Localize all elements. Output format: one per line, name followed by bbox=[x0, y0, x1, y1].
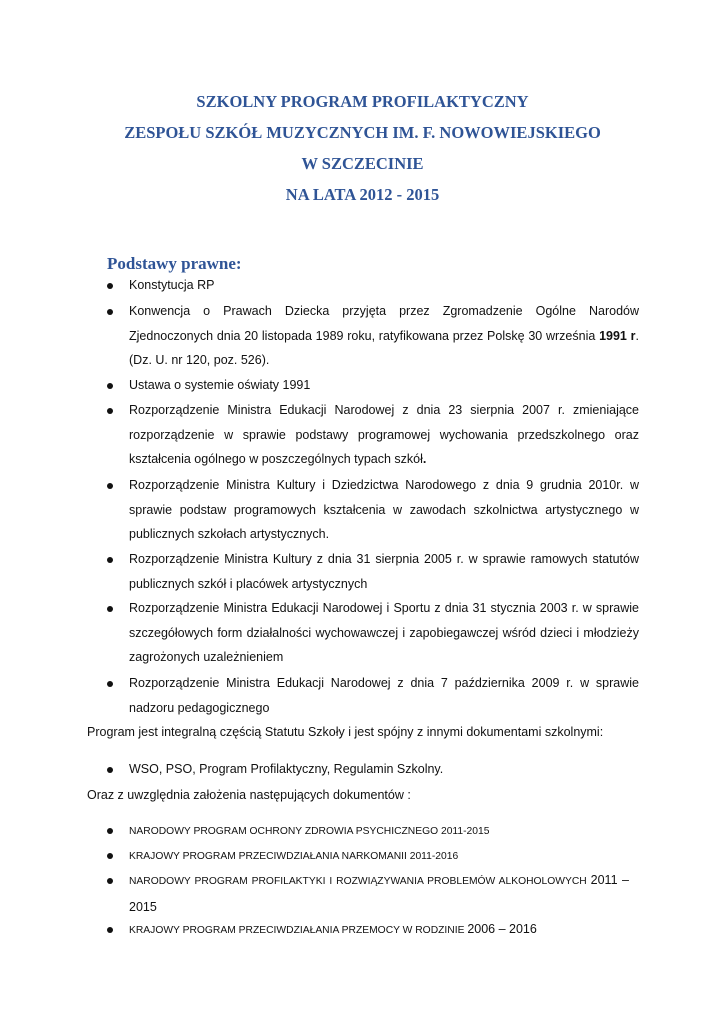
paragraph-integral-part: Program jest integralną częścią Statutu Szkoły i jest spójny z innymi dokumentami szkolnymi: bbox=[87, 725, 604, 739]
list-item bbox=[129, 299, 639, 373]
title-line-1: SZKOLNY PROGRAM PROFILAKTYCZNY bbox=[196, 92, 529, 111]
title-line-4: NA LATA 2012 - 2015 bbox=[285, 185, 440, 204]
section-heading-legal-basis: Podstawy prawne: bbox=[107, 254, 242, 273]
bullet-icon bbox=[107, 878, 113, 884]
bullet-icon bbox=[107, 557, 113, 563]
bullet-icon bbox=[107, 283, 113, 289]
bullet-icon bbox=[107, 483, 113, 489]
list-item: Rozporządzenie Ministra Kultury i Dziedzictwa Narodowego z dnia 9 grudnia 2010r. w sprawie podstaw programowych kształcenia w zawodach szkolnictwa artystycznego w publicznych szkołach artystycznych. bbox=[129, 478, 639, 541]
bullet-icon bbox=[107, 681, 113, 687]
item-bold-text: . bbox=[422, 452, 427, 466]
item-text: Rozporządzenie Ministra Edukacji Narodowej z dnia 23 sierpnia 2007 r. zmieniające rozporządzenie w sprawie podstawy programowej wychowania przedszkolnego oraz kształcenia ogólnego w poszczególnych typach szkół bbox=[129, 403, 639, 466]
title-line-2: ZESPOŁU SZKÓŁ MUZYCZNYCH IM. F. NOWOWIEJSKIEGO bbox=[124, 123, 601, 142]
list-item bbox=[129, 818, 629, 845]
list-item: WSO, PSO, Program Profilaktyczny, Regulamin Szkolny. bbox=[129, 762, 444, 776]
item-bold-text: 1991 r bbox=[599, 328, 636, 343]
list-item bbox=[129, 398, 639, 472]
program-name: KRAJOWY PROGRAM PRZECIWDZIAŁANIA PRZEMOCY W RODZINIE bbox=[129, 925, 468, 936]
program-name: NARODOWY PROGRAM PROFILAKTYKI I ROZWIĄZYWANIA PROBLEMÓW ALKOHOLOWYCH bbox=[129, 876, 591, 887]
item-text: Konwencja o Prawach Dziecka przyjęta przez Zgromadzenie Ogólne Narodów Zjednoczonych dnia 20 listopada 1989 roku, ratyfikowana przez Polskę 30 września bbox=[129, 304, 639, 343]
bullet-icon bbox=[107, 828, 113, 834]
program-name: KRAJOWY PROGRAM PRZECIWDZIAŁANIA NARKOMANII 2011-2016 bbox=[129, 851, 459, 862]
bullet-icon bbox=[107, 606, 113, 612]
list-item bbox=[129, 917, 629, 944]
program-name: NARODOWY PROGRAM OCHRONY ZDROWIA PSYCHICZNEGO 2011-2015 bbox=[129, 826, 490, 837]
bullet-icon bbox=[107, 309, 113, 315]
list-item bbox=[129, 868, 629, 919]
list-item: Rozporządzenie Ministra Edukacji Narodowej i Sportu z dnia 31 stycznia 2003 r. w sprawie szczegółowych form działalności wychowawczej i zapobiegawczej wśród dzieci i młodzieży zagrożonych uzależnieniem bbox=[129, 601, 639, 664]
list-item: Ustawa o systemie oświaty 1991 bbox=[129, 378, 311, 392]
list-item bbox=[129, 843, 629, 870]
title-line-3: W SZCZECINIE bbox=[301, 154, 424, 173]
bullet-icon bbox=[107, 383, 113, 389]
program-years: 2006 – 2016 bbox=[467, 922, 537, 936]
bullet-icon bbox=[107, 408, 113, 414]
paragraph-documents: Oraz z uwzględnia założenia następujących dokumentów : bbox=[87, 788, 411, 802]
bullet-icon bbox=[107, 853, 113, 859]
bullet-icon bbox=[107, 927, 113, 933]
list-item: Konstytucja RP bbox=[129, 278, 215, 292]
bullet-icon bbox=[107, 767, 113, 773]
item-text: . (Dz. U. nr 120, poz. 526). bbox=[129, 328, 639, 367]
list-item: Rozporządzenie Ministra Kultury z dnia 31 sierpnia 2005 r. w sprawie ramowych statutów publicznych szkół i placówek artystycznych bbox=[129, 552, 639, 591]
document-title bbox=[0, 86, 725, 210]
list-item: Rozporządzenie Ministra Edukacji Narodowej z dnia 7 października 2009 r. w sprawie nadzoru pedagogicznego bbox=[129, 676, 639, 715]
program-years: 2011 – 2015 bbox=[129, 873, 629, 914]
